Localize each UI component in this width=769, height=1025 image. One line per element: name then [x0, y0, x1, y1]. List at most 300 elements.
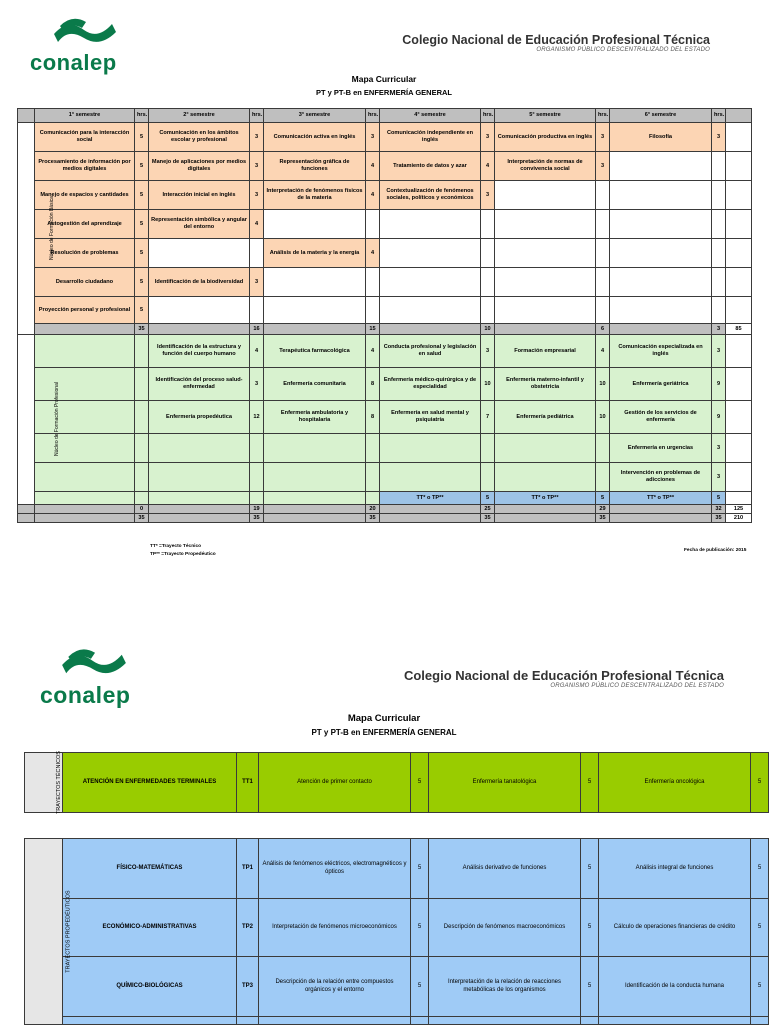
module-cell: Manejo de aplicaciones por medios digitales [149, 152, 250, 181]
propaedeutic-tracks-table [24, 838, 769, 1025]
hours-cell: 5 [135, 297, 149, 324]
prof-row [18, 335, 752, 368]
track-cell: TT* o TP** [610, 492, 712, 505]
tp-h3: 5 [751, 899, 769, 957]
spacer-cell [18, 505, 35, 514]
module-cell: Identificación del proceso salud-enfermedad [149, 368, 250, 401]
hours-cell: 5 [135, 152, 149, 181]
basic-row [18, 268, 752, 297]
hours-header: hrs. [596, 109, 610, 123]
tt-hours-3: 5 [751, 753, 769, 813]
row-total-cell [726, 335, 752, 368]
spacer-cell [18, 514, 35, 523]
track-hours: 5 [481, 492, 495, 505]
hours-cell: 5 [135, 210, 149, 239]
track-cell [149, 492, 250, 505]
tp-m3 [599, 1017, 751, 1025]
hours-total: 6 [596, 324, 610, 335]
hours-cell [250, 239, 264, 268]
logo-text-2: conalep [40, 682, 131, 708]
spacer-cell [149, 324, 250, 335]
basic-totals-row [18, 324, 752, 335]
spacer-cell [35, 324, 135, 335]
track-hours: 5 [596, 492, 610, 505]
hours-cell: 3 [366, 123, 380, 152]
module-cell: Enfermería ambulatoria y hospitalaria [264, 401, 366, 434]
module-cell [380, 434, 481, 463]
institution-name: Colegio Nacional de Educación Profesional Técnica [402, 33, 710, 47]
row-total-cell [726, 210, 752, 239]
spacer-cell [610, 324, 712, 335]
spacer-cell [495, 505, 596, 514]
tp-h2: 5 [581, 839, 599, 899]
tp-h2: 5 [581, 957, 599, 1017]
hours-cell: 4 [366, 239, 380, 268]
module-cell: Autogestión del aprendizaje [35, 210, 135, 239]
prof-totals-row [18, 505, 752, 514]
module-cell: Interpretación de normas de convivencia social [495, 152, 596, 181]
hours-cell: 4 [366, 335, 380, 368]
hours-cell: 5 [135, 181, 149, 210]
hours-cell [596, 268, 610, 297]
module-cell [380, 210, 481, 239]
row-total-cell [726, 401, 752, 434]
header-corner [18, 109, 35, 123]
spacer-cell [264, 324, 366, 335]
grand-totals-row [18, 514, 752, 523]
tt-vertical-label: TRAYECTOS TÉCNICOS [25, 753, 63, 813]
technical-tracks-table [24, 752, 769, 813]
row-total-cell [726, 492, 752, 505]
semester-header: 2° semestre [149, 109, 250, 123]
module-cell: Contextualización de fenómenos sociales, políticos y económicos [380, 181, 481, 210]
hours-cell [712, 239, 726, 268]
page1-title-block [0, 74, 768, 97]
track-cell: TT* o TP** [495, 492, 596, 505]
tp-code [237, 1017, 259, 1025]
hours-cell: 4 [366, 181, 380, 210]
hours-cell [481, 434, 495, 463]
module-cell [495, 210, 596, 239]
hours-cell [712, 210, 726, 239]
notes [150, 543, 216, 558]
hours-cell: 9 [712, 368, 726, 401]
prof-row [18, 434, 752, 463]
module-cell [610, 268, 712, 297]
semester-header: 3° semestre [264, 109, 366, 123]
tp-m2: Análisis derivativo de funciones [429, 839, 581, 899]
hours-cell [135, 368, 149, 401]
module-cell: Comunicación para la interacción social [35, 123, 135, 152]
module-cell: Interpretación de fenómenos físicos de la materia [264, 181, 366, 210]
tp-m3: Análisis integral de funciones [599, 839, 751, 899]
module-cell [35, 463, 135, 492]
logo-text: conalep [30, 50, 117, 75]
conalep-emblem-icon [50, 14, 120, 50]
spacer-cell [149, 514, 250, 523]
module-cell [610, 239, 712, 268]
conalep-logo-2 [40, 644, 160, 709]
module-cell [35, 368, 135, 401]
track-row [18, 492, 752, 505]
module-cell: Enfermería en urgencias [610, 434, 712, 463]
module-cell: Representación simbólica y angular del entorno [149, 210, 250, 239]
tt-hours-2: 5 [581, 753, 599, 813]
module-cell: Tratamiento de datos y azar [380, 152, 481, 181]
hours-cell [596, 463, 610, 492]
hours-cell [250, 297, 264, 324]
hours-total: 16 [250, 324, 264, 335]
hours-cell: 3 [712, 335, 726, 368]
track-cell [264, 492, 366, 505]
row-total-cell [726, 123, 752, 152]
hours-header: hrs. [250, 109, 264, 123]
basic-row [18, 123, 752, 152]
hours-cell [135, 434, 149, 463]
tp-m2: Descripción de fenómenos macroeconómicos [429, 899, 581, 957]
tp-h1: 5 [411, 899, 429, 957]
header-total [726, 109, 752, 123]
conalep-emblem-icon [58, 644, 130, 682]
tp-code: TP3 [237, 957, 259, 1017]
hours-cell [366, 463, 380, 492]
module-cell: Gestión de los servicios de enfermería [610, 401, 712, 434]
hours-cell [366, 434, 380, 463]
hours-cell: 3 [250, 268, 264, 297]
hours-total: 35 [596, 514, 610, 523]
hours-cell: 12 [250, 401, 264, 434]
tp-vertical-label: TRAYECTOS PROPEDÉUTICOS [25, 839, 63, 1025]
tp-name: QUÍMICO-BIOLÓGICAS [63, 957, 237, 1017]
spacer-cell [380, 505, 481, 514]
hours-cell [596, 239, 610, 268]
institution-header [402, 33, 710, 53]
hours-total: 19 [250, 505, 264, 514]
module-cell [149, 239, 250, 268]
spacer-cell [35, 514, 135, 523]
row-total-cell [726, 463, 752, 492]
hours-cell: 8 [366, 401, 380, 434]
hours-total: 35 [481, 514, 495, 523]
tp-m3: Cálculo de operaciones financieras de crédito [599, 899, 751, 957]
hours-total: 35 [712, 514, 726, 523]
page-title-2: Mapa Curricular [347, 713, 421, 724]
module-cell [495, 434, 596, 463]
tt-module-2: Enfermería tanatológica [429, 753, 581, 813]
tp-row [25, 957, 769, 1017]
module-cell: Procesamiento de información por medios digitales [35, 152, 135, 181]
hours-header: hrs. [481, 109, 495, 123]
spacer-cell [264, 514, 366, 523]
row-total-cell [726, 434, 752, 463]
hours-total: 32 [712, 505, 726, 514]
tp-name [63, 1017, 237, 1025]
hours-cell [712, 297, 726, 324]
row-total-cell [726, 152, 752, 181]
spacer-cell [495, 514, 596, 523]
module-cell: Proyección personal y profesional [35, 297, 135, 324]
track-cell [35, 492, 135, 505]
hours-cell: 3 [481, 181, 495, 210]
tp-h1 [411, 1017, 429, 1025]
track-hours [135, 492, 149, 505]
track-hours [250, 492, 264, 505]
module-cell [495, 181, 596, 210]
header-row [18, 109, 752, 123]
institution-header-2 [404, 668, 724, 689]
page-title: Mapa Curricular [351, 74, 417, 84]
hours-cell: 10 [596, 368, 610, 401]
hours-cell: 8 [366, 368, 380, 401]
module-cell: Comunicación independiente en inglés [380, 123, 481, 152]
row-total-cell [726, 239, 752, 268]
page-subtitle-2: PT y PT-B en ENFERMERÍA GENERAL [311, 728, 457, 737]
module-cell [380, 239, 481, 268]
hours-total: 35 [135, 324, 149, 335]
hours-cell [712, 152, 726, 181]
hours-total: 35 [135, 514, 149, 523]
hours-cell [481, 210, 495, 239]
hours-cell [481, 239, 495, 268]
hours-cell: 3 [250, 152, 264, 181]
track-hours [366, 492, 380, 505]
tp-name: FÍSICO-MATEMÁTICAS [63, 839, 237, 899]
basic-row [18, 210, 752, 239]
basic-row [18, 239, 752, 268]
row-total-cell [726, 181, 752, 210]
tp-row [25, 899, 769, 957]
module-cell: Intervención en problemas de adicciones [610, 463, 712, 492]
spacer-cell [35, 505, 135, 514]
hours-cell: 10 [481, 368, 495, 401]
tp-m2 [429, 1017, 581, 1025]
hours-total: 35 [250, 514, 264, 523]
hours-cell: 3 [481, 335, 495, 368]
module-cell: Filosofía [610, 123, 712, 152]
page-subtitle: PT y PT-B en ENFERMERÍA GENERAL [316, 88, 452, 97]
hours-cell: 4 [366, 152, 380, 181]
basic-grand-total: 85 [726, 324, 752, 335]
module-cell [35, 335, 135, 368]
module-cell [149, 434, 250, 463]
hours-cell [481, 297, 495, 324]
hours-cell [596, 210, 610, 239]
tt-code: TT1 [237, 753, 259, 813]
module-cell [610, 210, 712, 239]
hours-cell: 5 [135, 268, 149, 297]
basic-row [18, 297, 752, 324]
hours-cell: 3 [712, 434, 726, 463]
hours-cell [712, 268, 726, 297]
hours-cell: 7 [481, 401, 495, 434]
module-cell [380, 463, 481, 492]
publication-date: Fecha de publicación: 2015 [684, 548, 747, 553]
hours-cell: 5 [135, 123, 149, 152]
module-cell: Comunicación especializada en inglés [610, 335, 712, 368]
tp-h2 [581, 1017, 599, 1025]
tt-module-1: Atención de primer contacto [259, 753, 411, 813]
module-cell [495, 297, 596, 324]
hours-total: 25 [481, 505, 495, 514]
tt-row [25, 753, 769, 813]
module-cell: Enfermería geriátrica [610, 368, 712, 401]
tp-m1 [259, 1017, 411, 1025]
hours-cell [481, 268, 495, 297]
hours-cell [135, 463, 149, 492]
semester-header: 5° semestre [495, 109, 596, 123]
tp-h1: 5 [411, 839, 429, 899]
hours-cell: 3 [596, 123, 610, 152]
hours-total: 15 [366, 324, 380, 335]
hours-total: 3 [712, 324, 726, 335]
module-cell [264, 210, 366, 239]
prof-row [18, 463, 752, 492]
tp-m3: Identificación de la conducta humana [599, 957, 751, 1017]
module-cell: Resolución de problemas [35, 239, 135, 268]
institution-subtitle-2: ORGANISMO PÚBLICO DESCENTRALIZADO DEL ESTADO [550, 683, 724, 689]
overall-total: 210 [726, 514, 752, 523]
basic-row [18, 152, 752, 181]
module-cell [610, 152, 712, 181]
hours-cell: 3 [596, 152, 610, 181]
module-cell: Análisis de la materia y la energía [264, 239, 366, 268]
tp-m2: Interpretación de la relación de reacciones metabólicas de los organismos [429, 957, 581, 1017]
module-cell [610, 297, 712, 324]
tp-name: ECONÓMICO-ADMINISTRATIVAS [63, 899, 237, 957]
module-cell [495, 463, 596, 492]
hours-total: 35 [366, 514, 380, 523]
hours-cell [135, 335, 149, 368]
tp-m1: Análisis de fenómenos eléctricos, electromagnéticos y ópticos [259, 839, 411, 899]
module-cell: Enfermería materno-infantil y obstetricia [495, 368, 596, 401]
tp-h1: 5 [411, 957, 429, 1017]
hours-cell [135, 401, 149, 434]
hours-total: 10 [481, 324, 495, 335]
track-hours: 5 [712, 492, 726, 505]
track-cell: TT* o TP** [380, 492, 481, 505]
prof-grand-total: 125 [726, 505, 752, 514]
module-cell: Enfermería propedéutica [149, 401, 250, 434]
prof-row [18, 401, 752, 434]
module-cell [264, 463, 366, 492]
spacer-cell [380, 514, 481, 523]
hours-header: hrs. [135, 109, 149, 123]
module-cell: Terapéutica farmacológica [264, 335, 366, 368]
module-cell: Enfermería en salud mental y psiquiatría [380, 401, 481, 434]
spacer-cell [495, 324, 596, 335]
hours-cell [596, 297, 610, 324]
module-cell: Identificación de la biodiversidad [149, 268, 250, 297]
module-cell: Manejo de espacios y cantidades [35, 181, 135, 210]
hours-total: 0 [135, 505, 149, 514]
prof-row [18, 368, 752, 401]
module-cell [380, 297, 481, 324]
note-tp: TP** =Trayecto Propedéutico [150, 551, 216, 557]
module-cell [264, 297, 366, 324]
hours-total: 20 [366, 505, 380, 514]
row-total-cell [726, 268, 752, 297]
module-cell: Enfermería médico-quirúrgica y de especialidad [380, 368, 481, 401]
hours-cell: 5 [135, 239, 149, 268]
hours-header: hrs. [712, 109, 726, 123]
module-cell: Formación empresarial [495, 335, 596, 368]
institution-subtitle: ORGANISMO PÚBLICO DESCENTRALIZADO DEL ESTADO [536, 47, 710, 53]
hours-cell [596, 181, 610, 210]
module-cell: Comunicación productiva en inglés [495, 123, 596, 152]
module-cell: Comunicación activa en inglés [264, 123, 366, 152]
hours-cell [712, 181, 726, 210]
curriculum-table [17, 108, 752, 523]
tp-m1: Interpretación de fenómenos microeconómicos [259, 899, 411, 957]
hours-cell: 3 [250, 123, 264, 152]
module-cell: Desarrollo ciudadano [35, 268, 135, 297]
conalep-logo [30, 14, 150, 76]
institution-name-2: Colegio Nacional de Educación Profesional Técnica [403, 668, 724, 683]
page2-title-block [0, 713, 768, 737]
hours-cell: 4 [596, 335, 610, 368]
row-total-cell [726, 368, 752, 401]
module-cell [35, 434, 135, 463]
hours-total: 29 [596, 505, 610, 514]
module-cell: Comunicación en los ámbitos escolar y profesional [149, 123, 250, 152]
semester-header: 1° semestre [35, 109, 135, 123]
tp-code: TP1 [237, 839, 259, 899]
spacer-cell [264, 505, 366, 514]
hours-cell [481, 463, 495, 492]
hours-cell: 3 [481, 123, 495, 152]
hours-cell: 3 [250, 368, 264, 401]
module-cell [264, 268, 366, 297]
tp-row [25, 1017, 769, 1025]
basic-nucleus-label: Núcleo de Formación Básica [18, 123, 35, 335]
module-cell: Enfermería comunitaria [264, 368, 366, 401]
spacer-cell [610, 505, 712, 514]
prof-nucleus-label: Núcleo de Formación Profesional [18, 335, 35, 505]
tp-h3: 5 [751, 839, 769, 899]
hours-cell: 3 [250, 181, 264, 210]
tp-h2: 5 [581, 899, 599, 957]
basic-row [18, 181, 752, 210]
spacer-cell [149, 505, 250, 514]
module-cell: Identificación de la estructura y función del cuerpo humano [149, 335, 250, 368]
semester-header: 6° semestre [610, 109, 712, 123]
tp-m1: Descripción de la relación entre compuestos orgánicos y el entorno [259, 957, 411, 1017]
spacer-cell [380, 324, 481, 335]
module-cell [35, 401, 135, 434]
module-cell [495, 268, 596, 297]
module-cell [149, 297, 250, 324]
hours-cell: 4 [250, 335, 264, 368]
spacer-cell [610, 514, 712, 523]
hours-cell: 3 [712, 463, 726, 492]
module-cell: Enfermería pediátrica [495, 401, 596, 434]
hours-cell [596, 434, 610, 463]
hours-cell: 9 [712, 401, 726, 434]
hours-cell [250, 434, 264, 463]
hours-header: hrs. [366, 109, 380, 123]
hours-cell: 3 [712, 123, 726, 152]
module-cell [495, 239, 596, 268]
tp-h3: 5 [751, 957, 769, 1017]
tt-hours-1: 5 [411, 753, 429, 813]
note-tt: TT* =Trayecto Técnico [150, 544, 202, 549]
module-cell: Representación gráfica de funciones [264, 152, 366, 181]
hours-cell [366, 297, 380, 324]
module-cell [149, 463, 250, 492]
hours-cell: 4 [250, 210, 264, 239]
tp-code: TP2 [237, 899, 259, 957]
hours-cell [250, 463, 264, 492]
